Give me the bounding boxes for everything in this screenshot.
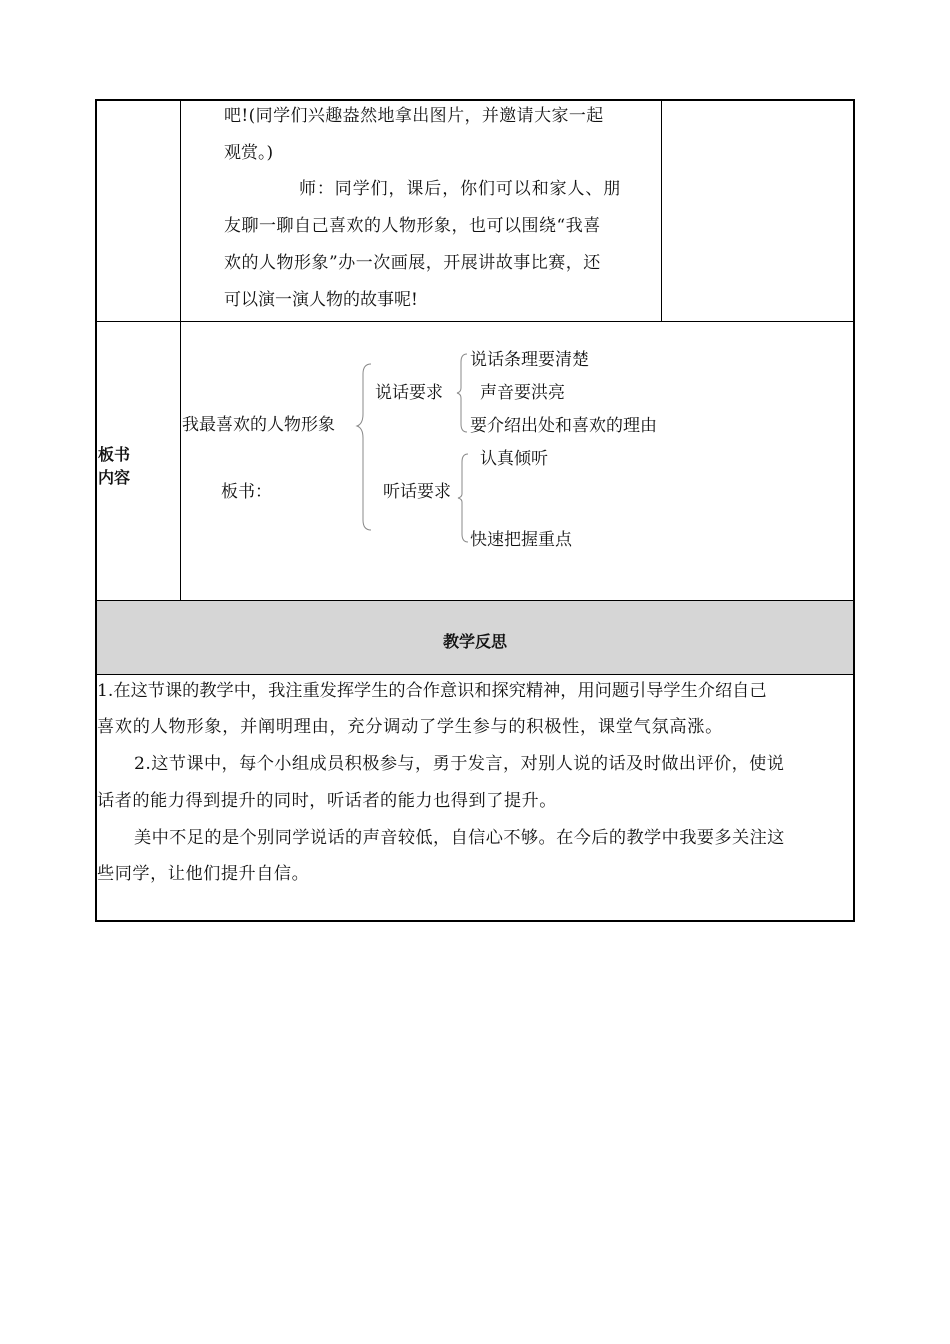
row-divider-3 — [95, 674, 855, 675]
top-line-1: 吧!(同学们兴趣盎然地拿出图片，并邀请大家一起 — [224, 106, 604, 126]
speak-requirement-label: 说话要求 — [375, 383, 443, 403]
top-line-4: 友聊一聊自己喜欢的人物形象，也可以围绕“我喜 — [224, 216, 601, 236]
reflection-line-2: 喜欢的人物形象，并阐明理由，充分调动了学生参与的积极性，课堂气氛高涨。 — [97, 717, 724, 737]
speak-brace — [455, 352, 469, 434]
reflection-header-row — [97, 601, 853, 674]
row-divider-1 — [95, 321, 855, 322]
reflection-line-6: 些同学，让他们提升自信。 — [97, 864, 310, 884]
reflection-line-1: 1.在这节课的教学中，我注重发挥学生的合作意识和探究精神，用问题引导学生介绍自己 — [97, 681, 767, 701]
listen-brace — [456, 452, 470, 544]
listen-item-2: 快速把握重点 — [470, 530, 572, 550]
main-brace — [355, 362, 375, 532]
board-prefix: 板书： — [221, 482, 272, 502]
top-line-2: 观赏。) — [224, 143, 274, 163]
listen-item-1: 认真倾听 — [480, 449, 548, 469]
top-line-5: 欢的人物形象”办一次画展，开展讲故事比赛，还 — [224, 253, 601, 273]
col-divider-left — [180, 99, 181, 601]
board-main-title: 我最喜欢的人物形象 — [182, 415, 335, 435]
board-label-line-2: 内容 — [98, 468, 131, 487]
speak-item-2: 声音要洪亮 — [480, 383, 565, 403]
reflection-line-4: 话者的能力得到提升的同时，听话者的能力也得到了提升。 — [97, 791, 557, 811]
board-label-line-1: 板书 — [98, 445, 131, 464]
top-line-3: 师：同学们，课后，你们可以和家人、朋 — [299, 179, 622, 199]
border-top — [95, 99, 855, 101]
speak-item-1: 说话条理要清楚 — [470, 350, 589, 370]
reflection-line-3: 2.这节课中，每个小组成员积极参与，勇于发言，对别人说的话及时做出评价，使说 — [134, 754, 785, 774]
col-divider-right — [661, 99, 662, 322]
border-bottom — [95, 920, 855, 922]
reflection-header: 教学反思 — [442, 632, 507, 651]
top-line-6: 可以演一演人物的故事呢! — [224, 290, 418, 310]
reflection-line-5: 美中不足的是个别同学说话的声音较低，自信心不够。在今后的教学中我要多关注这 — [134, 828, 785, 848]
speak-item-3: 要介绍出处和喜欢的理由 — [470, 416, 657, 436]
listen-requirement-label: 听话要求 — [383, 482, 451, 502]
